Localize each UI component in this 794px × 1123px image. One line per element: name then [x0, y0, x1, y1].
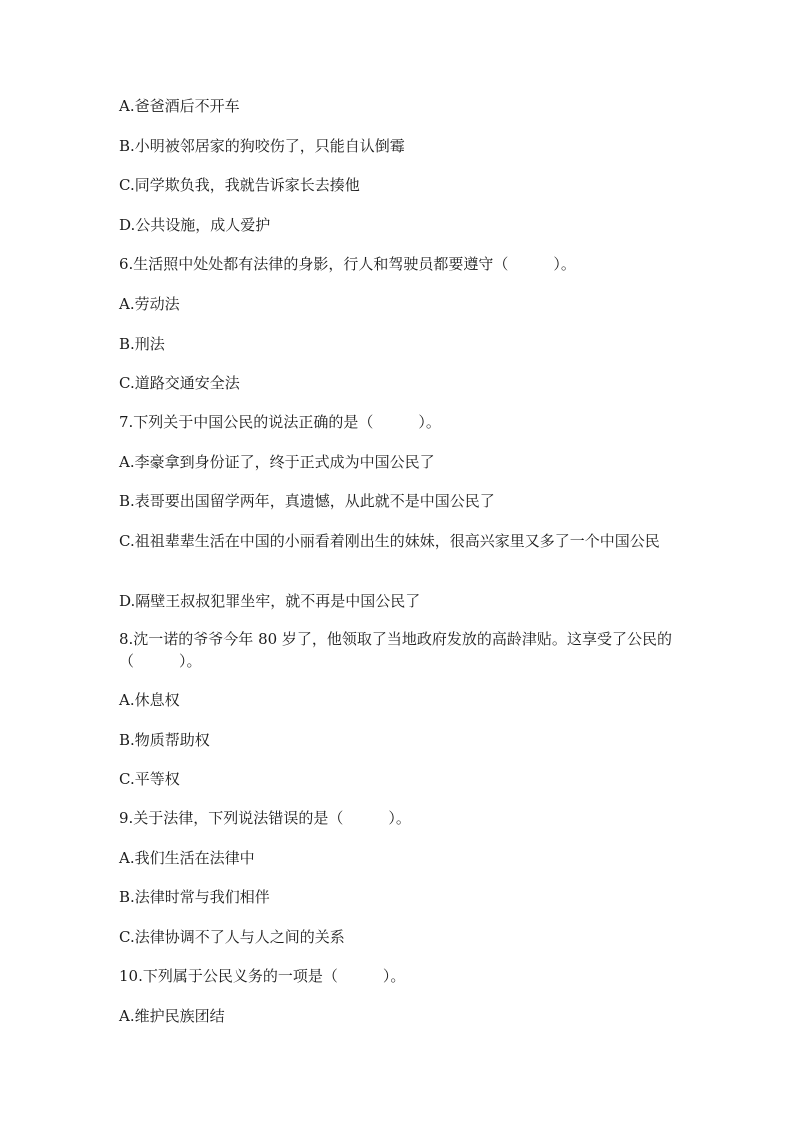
q10-option-a: A.维护民族团结 — [119, 1007, 225, 1025]
q5-option-a: A.爸爸酒后不开车 — [119, 97, 240, 115]
q9-stem: 9.关于法律，下列说法错误的是（ ）。 — [119, 809, 411, 827]
q8-option-b: B.物质帮助权 — [119, 731, 210, 749]
q5-option-d: D.公共设施，成人爱护 — [119, 216, 271, 234]
q6-option-b: B.刑法 — [119, 335, 165, 353]
q5-option-b: B.小明被邻居家的狗咬伤了，只能自认倒霉 — [119, 137, 405, 155]
q7-option-c: C.祖祖辈辈生活在中国的小丽看着刚出生的妹妹，很高兴家里又多了一个中国公民 — [119, 532, 660, 550]
q5-option-c: C.同学欺负我，我就告诉家长去揍他 — [119, 176, 360, 194]
q6-stem: 6.生活照中处处都有法律的身影，行人和驾驶员都要遵守（ ）。 — [119, 255, 576, 273]
q7-option-b: B.表哥要出国留学两年，真遗憾，从此就不是中国公民了 — [119, 492, 495, 510]
q9-option-c: C.法律协调不了人与人之间的关系 — [119, 928, 345, 946]
q7-stem: 7.下列关于中国公民的说法正确的是（ ）。 — [119, 413, 441, 431]
q9-option-b: B.法律时常与我们相伴 — [119, 888, 270, 906]
q8-stem: 8.沈一诺的爷爷今年 80 岁了，他领取了当地政府发放的高龄津贴。这享受了公民的（ ）。 — [119, 630, 672, 670]
q9-option-a: A.我们生活在法律中 — [119, 849, 255, 867]
q8-option-a: A.休息权 — [119, 691, 180, 709]
q8-option-c: C.平等权 — [119, 770, 180, 788]
q6-option-a: A.劳动法 — [119, 295, 180, 313]
q7-option-a: A.李豪拿到身份证了，终于正式成为中国公民了 — [119, 453, 435, 471]
q6-option-c: C.道路交通安全法 — [119, 374, 240, 392]
q7-option-d: D.隔壁王叔叔犯罪坐牢，就不再是中国公民了 — [119, 592, 421, 610]
q10-stem: 10.下列属于公民义务的一项是（ ）。 — [119, 967, 406, 985]
